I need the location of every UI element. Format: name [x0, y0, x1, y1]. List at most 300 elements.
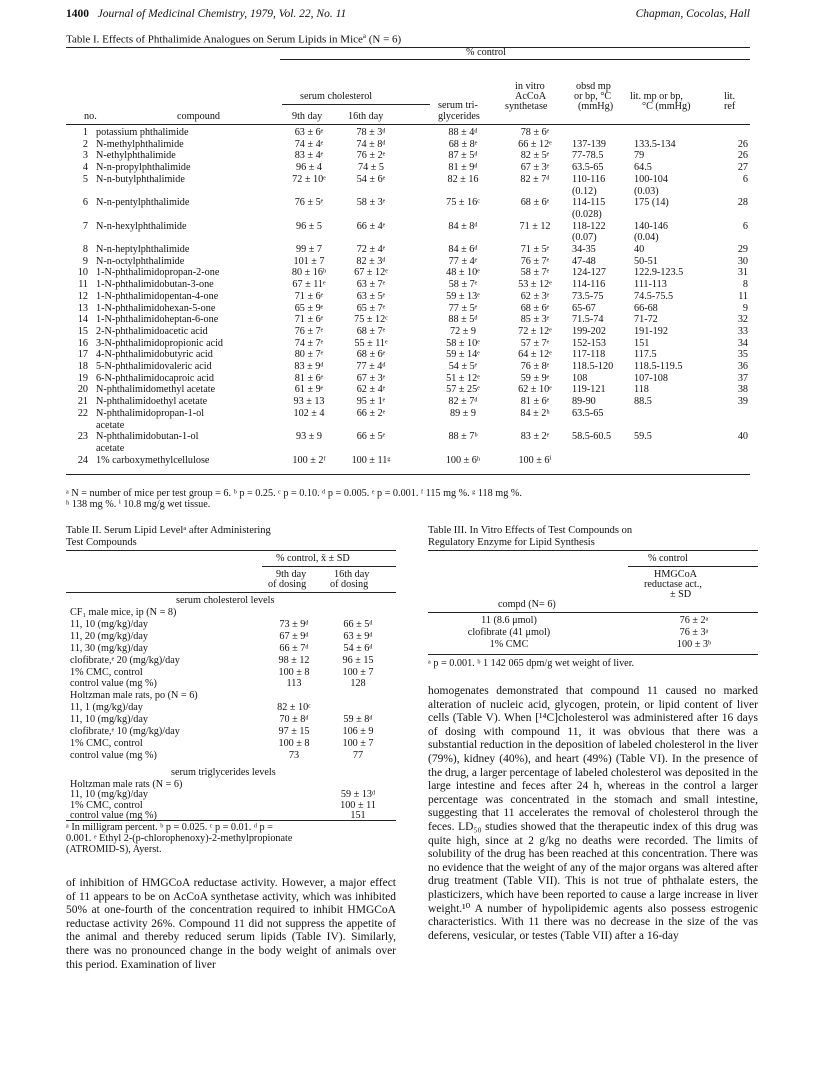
- table1-header-rule: [66, 124, 750, 125]
- table1-cell-chol-16: 66 ± 2ᵉ: [356, 407, 386, 419]
- table1-cell-no: 10: [77, 267, 88, 279]
- table1-cell-chol-16: 74 ± 5: [358, 162, 384, 174]
- table1-cell-chol-9: 61 ± 9ᵉ: [294, 384, 324, 396]
- table2-footnote-2: 0.001. ᵉ Ethyl 2-(p-chlorophenoxy)-2-methylpropionate: [66, 833, 293, 844]
- table1-cell-compound: 1-N-phthalimidopropan-2-one: [96, 267, 220, 279]
- table1-cell-compound: 6-N-phthalimidocaproic acid: [96, 372, 214, 384]
- table2-cell-9day: 73 ± 9ᵈ: [279, 618, 309, 630]
- table1-cell-compound: acetate: [96, 442, 125, 454]
- table2-cell-label: control value (mg %): [70, 749, 157, 761]
- table1-cell-chol-9: 99 ± 7: [296, 244, 322, 255]
- table1-cell-acoa: 59 ± 9ᵉ: [520, 372, 550, 384]
- table2-footnotes: [66, 822, 396, 855]
- table1-cell-acoa: 68 ± 6ᵉ: [520, 302, 550, 314]
- table1-cell-acoa: 76 ± 7ᵉ: [520, 255, 550, 267]
- table1-cell-obsd: 124-127: [572, 267, 606, 279]
- table1-cell-compound: N-n-heptylphthalimide: [96, 244, 190, 255]
- table2-cell-16day: 151: [350, 810, 366, 822]
- table2-cell-16day: 77: [352, 749, 364, 761]
- table1-cell-no: 18: [77, 361, 88, 372]
- table1-cell-chol-16: 100 ± 11ᵍ: [351, 454, 391, 466]
- table1-cell-tri: 75 ± 16ᶜ: [446, 197, 480, 209]
- table1-cell-tri: 77 ± 4ᵉ: [448, 255, 478, 267]
- table1-cell-acoa: 64 ± 12ᵉ: [518, 349, 552, 361]
- table1-cell-lit: 64.5: [634, 162, 652, 174]
- table1-cell-compound: 1-N-phthalimidopentan-4-one: [96, 290, 219, 302]
- table1-cell-no: 8: [82, 244, 88, 255]
- table1-cell-compound: potassium phthalimide: [96, 127, 189, 138]
- table1-cell-obsd: 137-139: [572, 138, 606, 150]
- table2-cell-16day: 59 ± 13ᵈ: [340, 789, 376, 801]
- table1-cell-no: 15: [77, 325, 88, 337]
- table1-cell-ref: 31: [737, 267, 748, 279]
- table2-cell-16day: 59 ± 8ᵈ: [343, 714, 373, 726]
- table1-cell-obsd: 63.5-65: [572, 162, 604, 174]
- table2-h-9a: 9th day: [276, 569, 307, 580]
- table1-cell-lit: 111-113: [634, 279, 667, 291]
- table3-cell-compd: 11 (8.6 μmol): [481, 615, 537, 626]
- table1-cell-chol-16: 55 ± 11ᵉ: [354, 337, 388, 349]
- table1-cell-tri: 58 ± 10ᵉ: [446, 337, 480, 349]
- table1-chol-rule: [282, 104, 430, 105]
- table2-cell-label: clofibrate,ᵉ 10 (mg/kg)/day: [70, 726, 180, 737]
- table1-footnote-2: ʰ 138 mg %. ⁱ 10.8 mg/g wet tissue.: [66, 499, 211, 510]
- table2-caption-1: Table II. Serum Lipid Levelᵃ after Administering: [66, 525, 271, 536]
- table2-cell-label: 11, 10 (mg/kg)/day: [70, 618, 148, 630]
- table1-cell-chol-9: 67 ± 11ᵉ: [292, 279, 326, 291]
- table1-cell-ref: 26: [737, 150, 748, 162]
- table1-cell-obsd: 77-78.5: [572, 150, 604, 162]
- table3-h-hmg-1: HMGCoA: [654, 569, 698, 580]
- table1-h-lit-2: °C (mmHg): [642, 101, 691, 112]
- table1-cell-chol-9: 83 ± 9ᵈ: [294, 361, 324, 372]
- table2-cell-label: CF₁ male mice, ip (N = 8): [70, 607, 177, 618]
- table2-section-tri: serum triglycerides levels: [171, 767, 276, 778]
- table2-cell-label: 1% CMC, control: [70, 799, 143, 811]
- table1-h-tri-2: glycerides: [438, 111, 480, 122]
- table2-cell-label: 1% CMC, control: [70, 666, 143, 678]
- table1-cell-chol-9: 65 ± 9ᵉ: [294, 302, 324, 314]
- table1-cell-obsd: 63.5-65: [572, 407, 604, 419]
- table1-cell-tri: 59 ± 13ᵉ: [446, 290, 480, 302]
- table1-cell-ref: 28: [737, 197, 748, 209]
- table3-h-pct: % control: [648, 553, 688, 564]
- table1-cell-lit: 40: [634, 244, 645, 255]
- table1-cell-lit: 151: [634, 337, 650, 349]
- table3-cell-activity: 76 ± 3ᵃ: [679, 627, 709, 638]
- table1-cell-no: 6: [82, 197, 88, 209]
- table2-cell-9day: 100 ± 8: [278, 666, 310, 678]
- table1-cell-chol-9: 72 ± 10ᵉ: [292, 173, 326, 185]
- table1-cell-ref: 29: [737, 244, 748, 255]
- table1-cell-chol-9: 74 ± 7ᵉ: [294, 337, 324, 349]
- table1-cell-tri: 59 ± 14ᵉ: [446, 349, 480, 361]
- table1-cell-lit: 140-146: [634, 220, 668, 232]
- table1-cell-lit: 59.5: [634, 431, 652, 443]
- table1-cell-acoa: 53 ± 12ᵉ: [518, 279, 552, 291]
- table1-cell-chol-16: 63 ± 7ᵉ: [356, 279, 386, 291]
- table3-bottom-rule: [428, 654, 758, 655]
- table1-cell-no: 24: [77, 454, 88, 466]
- table3-cell-activity: 100 ± 3ᵇ: [676, 639, 712, 650]
- table1-cell-obsd: 118-122: [572, 220, 606, 232]
- table1-cell-no: 2: [82, 138, 88, 150]
- table1-cell-compound: 1% carboxymethylcellulose: [96, 454, 210, 466]
- table1-caption-sup: a: [362, 32, 366, 40]
- table1-caption: [66, 32, 401, 46]
- table1-cell-tri: 82 ± 7ᵈ: [448, 396, 478, 408]
- table1-cell-tri: 84 ± 6ᵈ: [448, 244, 478, 255]
- table1-h-invitro-2: AcCoA: [515, 91, 547, 102]
- table1-h-compound: compound: [177, 111, 221, 122]
- table2-cell-9day: 66 ± 7ᵈ: [279, 642, 309, 654]
- table1-cell-compound: N-n-pentylphthalimide: [96, 197, 190, 209]
- table1-cell-lit: 100-104: [634, 173, 668, 185]
- table1-cell-acoa: 62 ± 10ᵉ: [518, 384, 552, 396]
- table3-header-rule: [428, 612, 758, 613]
- table1-cell-obsd: (0.028): [572, 208, 602, 220]
- table1-cell-lit: 71-72: [634, 314, 658, 326]
- table2-h-16a: 16th day: [334, 569, 370, 580]
- table1-cell-lit: 175 (14): [634, 197, 669, 209]
- table1-caption-text: Table I. Effects of Phthalimide Analogues on Serum Lipids in Mice: [66, 33, 363, 46]
- table1-cell-chol-9: 93 ± 9: [296, 431, 322, 443]
- table1-cell-tri: 88 ± 5ᵈ: [448, 314, 478, 326]
- table1-cell-chol-9: 93 ± 13: [293, 396, 325, 408]
- table3-cell-compd: 1% CMC: [489, 639, 529, 650]
- table1-cell-chol-9: 71 ± 6ᵉ: [294, 290, 324, 302]
- table1-cell-ref: 27: [737, 162, 748, 174]
- table2-caption: [66, 525, 396, 548]
- table1-cell-tri: 89 ± 9: [450, 407, 476, 419]
- table1-cell-tri: 88 ± 4ᵈ: [448, 127, 478, 138]
- table2-cell-16day: 54 ± 6ᵈ: [343, 642, 373, 654]
- table1-cell-chol-16: 74 ± 8ᵈ: [356, 138, 386, 150]
- table2-footnote-1: ᵃ In milligram percent. ᵇ p = 0.025. ᶜ p = 0.01. ᵈ p =: [66, 822, 273, 833]
- table1-cell-lit: (0.04): [634, 232, 659, 244]
- table1-cell-chol-9: 100 ± 2ᶠ: [292, 454, 326, 466]
- table1-cell-tri: 84 ± 8ᵈ: [448, 220, 478, 232]
- table1-cell-compound: N-n-octylphthalimide: [96, 255, 185, 267]
- table1-cell-tri: 58 ± 7ᵉ: [448, 279, 478, 291]
- table1-cell-lit: 79: [634, 150, 645, 162]
- table2-caption-2: Test Compounds: [66, 536, 137, 548]
- table1-cell-chol-16: 66 ± 4ᵉ: [356, 220, 386, 232]
- table1-cell-ref: 39: [737, 396, 748, 408]
- table1-cell-lit: 107-108: [634, 372, 668, 384]
- table2-cell-label: control value (mg %): [70, 678, 157, 690]
- table1-cell-lit: 74.5-75.5: [634, 290, 674, 302]
- table1-cell-chol-9: 96 ± 5: [296, 220, 322, 232]
- table1-cell-tri: 54 ± 5ᵉ: [448, 361, 478, 372]
- table1-cell-tri: 82 ± 16: [447, 173, 479, 185]
- table2-cell-label: 11, 30 (mg/kg)/day: [70, 642, 148, 654]
- table3-h-hmg-3: ± SD: [670, 589, 692, 600]
- table1-pct-control: % control: [466, 47, 506, 58]
- table1-cell-chol-16: 54 ± 6ᵉ: [356, 173, 386, 185]
- table1-cell-compound: 5-N-phthalimidovaleric acid: [96, 361, 212, 372]
- table1-cell-no: 12: [77, 290, 88, 302]
- table1-cell-acoa: 82 ± 7ᵈ: [520, 173, 550, 185]
- table1-cell-tri: 48 ± 10ᵉ: [446, 267, 480, 279]
- table1-cell-compound: N-phthalimidoethyl acetate: [96, 396, 208, 408]
- running-header: [66, 8, 750, 24]
- table1-cell-chol-16: 68 ± 7ᵉ: [356, 325, 386, 337]
- table1-cell-compound: N-n-butylphthalimide: [96, 173, 185, 185]
- table1-cell-chol-16: 67 ± 3ᵉ: [356, 372, 386, 384]
- table1-cell-acoa: 66 ± 12ᵉ: [518, 138, 552, 150]
- table2-cell-16day: 63 ± 9ᵈ: [343, 630, 373, 642]
- table3-caption: [428, 525, 758, 548]
- table1-cell-acoa: 85 ± 3ᵉ: [520, 314, 550, 326]
- table1-cell-tri: 51 ± 12ᵉ: [446, 372, 480, 384]
- table1-cell-compound: N-ethylphthalimide: [96, 150, 176, 162]
- table1-cell-tri: 77 ± 5ᵉ: [448, 302, 478, 314]
- table1-cell-chol-16: 95 ± 1ᵉ: [356, 396, 386, 408]
- table1-cell-compound: N-n-propylphthalimide: [96, 162, 191, 174]
- table2-cell-9day: 67 ± 9ᵈ: [279, 630, 309, 642]
- table1-h-9day: 9th day: [292, 111, 323, 122]
- table1-h-lit-1: lit. mp or bp,: [630, 91, 683, 102]
- table3-caption-2: Regulatory Enzyme for Lipid Synthesis: [428, 536, 595, 548]
- table2-pct-rule: [262, 566, 396, 567]
- table3-caption-1: Table III. In Vitro Effects of Test Compounds on: [428, 525, 633, 536]
- table1-cell-chol-9: 83 ± 4ᵉ: [294, 150, 324, 162]
- table2-cell-label: 11, 1 (mg/kg)/day: [70, 702, 143, 714]
- table2-cell-16day: 66 ± 5ᵈ: [343, 618, 373, 630]
- table1-cell-acoa: 84 ± 2ʰ: [520, 407, 550, 419]
- table1-bottom-rule: [66, 474, 750, 475]
- table2-cell-label: 11, 20 (mg/kg)/day: [70, 630, 148, 642]
- table1-cell-chol-16: 62 ± 4ᵉ: [356, 384, 386, 396]
- author-line: Chapman, Cocolas, Hall: [635, 8, 750, 20]
- table1-cell-no: 11: [78, 279, 88, 291]
- table1-cell-no: 4: [82, 162, 88, 174]
- table1-cell-chol-9: 71 ± 6ᵉ: [294, 314, 324, 326]
- table1-cell-chol-9: 80 ± 7ᵉ: [294, 349, 324, 361]
- table1-cell-no: 3: [82, 150, 88, 162]
- table1-cell-tri: 100 ± 6ʰ: [445, 454, 481, 466]
- table2-cell-16day: 96 ± 15: [342, 654, 374, 666]
- table1-cell-ref: 36: [737, 361, 748, 372]
- table2-cell-9day: 100 ± 8: [278, 737, 310, 749]
- table2-section-chol: serum cholesterol levels: [176, 595, 275, 606]
- table1-cell-ref: 9: [742, 302, 748, 314]
- table1-cell-tri: 57 ± 25ᵉ: [446, 384, 480, 396]
- table2-cell-label: clofibrate,ᵉ 20 (mg/kg)/day: [70, 654, 180, 666]
- table1-cell-obsd: 117-118: [572, 349, 606, 361]
- table1-cell-obsd: (0.12): [572, 185, 597, 197]
- table1-cell-compound: N-phthalimidopropan-1-ol: [96, 407, 205, 419]
- table1-cell-ref: 6: [742, 220, 748, 232]
- table1-cell-obsd: 65-67: [572, 302, 596, 314]
- table1-cell-acoa: 83 ± 2ᵉ: [520, 431, 550, 443]
- table1-h-ref-1: lit.: [724, 91, 736, 102]
- table1-cell-compound: 1-N-phthalimidohexan-5-one: [96, 302, 216, 314]
- table1-cell-ref: 33: [737, 325, 748, 337]
- table1-cell-chol-16: 66 ± 5ᵉ: [356, 431, 386, 443]
- table1-cell-chol-16: 65 ± 7ᵉ: [356, 302, 386, 314]
- body-text-left: of inhibition of HMGCoA reductase activity. However, a major effect of 11 appears to be on AcCoA synthetase activity, which was inhibited 50% at one-fourth of the concentration required to inhibit HMGCoA reductase activity 26%. Compound 11 did not suppress the appetite of the animal and thereby reduced serum lipids (Table IV). Similarly, there was no pronounced change in the body weight of animals over this period. Examination of liver: [66, 877, 396, 971]
- table1-cell-obsd: 89-90: [572, 396, 596, 408]
- table1-cell-obsd: 152-153: [572, 337, 606, 349]
- table1-cell-tri: 72 ± 9: [450, 325, 476, 337]
- table1-cell-lit: 117.5: [634, 349, 657, 361]
- table2-bottom-rule: [66, 820, 396, 821]
- table1-cell-compound: N-n-hexylphthalimide: [96, 220, 187, 232]
- table1-cell-lit: 122.9-123.5: [634, 267, 684, 279]
- table1-h-obsd-2: or bp, °C: [574, 91, 612, 102]
- table1-cell-lit: 88.5: [634, 396, 652, 408]
- table1-cell-ref: 32: [737, 314, 748, 326]
- table2-cell-9day: 82 ± 10ᶜ: [277, 702, 311, 714]
- table1-cell-chol-16: 77 ± 4ᵈ: [356, 361, 386, 372]
- table1-cell-obsd: 199-202: [572, 325, 606, 337]
- table2-h-16b: of dosing: [330, 579, 369, 590]
- table2-cell-16day: 100 ± 7: [342, 666, 374, 678]
- table1-cell-compound: 1-N-phthalimidoheptan-6-one: [96, 314, 219, 326]
- table1-cell-chol-9: 102 ± 4: [293, 407, 325, 419]
- table1-cell-acoa: 72 ± 12ᵉ: [518, 325, 552, 337]
- table1-footnote-1: ᵃ N = number of mice per test group = 6. ᵇ p = 0.25. ᶜ p = 0.10. ᵈ p = 0.005. ᵉ p = 0.001. ᶠ 115 mg %. ᵍ 118 mg %.: [66, 488, 522, 499]
- table3-pct-rule: [628, 566, 758, 567]
- table1-cell-chol-9: 96 ± 4: [296, 162, 322, 174]
- table1-cell-tri: 88 ± 7ᵇ: [448, 431, 478, 443]
- table1-h-invitro-3: synthetase: [505, 101, 548, 112]
- table1-cell-obsd: 73.5-75: [572, 290, 604, 302]
- table1-cell-ref: 30: [737, 255, 748, 267]
- table1-cell-acoa: 68 ± 6ᵉ: [520, 197, 550, 209]
- table1-cell-compound: 2-N-phthalimidoacetic acid: [96, 325, 208, 337]
- table1-cell-lit: (0.03): [634, 185, 659, 197]
- body-text-right: homogenates demonstrated that compound 11 caused no marked alteration of nucleic acid, glycogen, protein, or lipid content of liver cells (Table V). When [¹⁴C]cholesterol was administered after 16 days of dosing with compound 11, it was obvious that there was a substantial reduction in the deposition of labeled cholesterol in the liver (79%), kidney (40%), and heart (49%) (Table VI). In the presence of the drug, a larger percentage of labeled cholesterol was deposited in the large intestine and feces after 24 h, whereas in the control a larger percentage was concentrated in the stomach and small intestine, suggesting that 11 accelerates the removal of cholesterol through the feces. LD₅₀ studies showed that the therapeutic index of this drug was quite high, since at 2 g/kg no deaths were recorded. The limits of solubility of the drug has been reached at this concentration. There was no evidence that the weight of any of the major organs was altered after drug treatment (Table VII). This is not true of phthalate esters, the plasticizers, which have been reported to cause a large increase in liver weight.¹⁰ A number of hypolipidemic agents also possess estrogenic characteristics. With 11 there was no decrease in the size of the vas deferens, vesicular, or testes (Table VII) after a 16-day: [428, 685, 758, 942]
- table2-cell-9day: 113: [286, 678, 302, 690]
- table2-cell-label: control value (mg %): [70, 810, 157, 822]
- table1-cell-ref: 6: [742, 173, 748, 185]
- table2-cell-9day: 70 ± 8ᵈ: [279, 714, 309, 726]
- table1-cell-obsd: 110-116: [572, 173, 606, 185]
- table1-cell-chol-16: 76 ± 2ᵉ: [356, 150, 386, 162]
- table1-cell-acoa: 71 ± 5ᵉ: [520, 244, 550, 255]
- table2-cell-label: 11, 10 (mg/kg)/day: [70, 714, 148, 726]
- table1-cell-ref: 26: [737, 138, 748, 150]
- table2-cell-9day: 97 ± 15: [278, 726, 310, 737]
- table1-h-invitro-1: in vitro: [515, 81, 545, 92]
- table1-cell-no: 17: [77, 349, 88, 361]
- journal-citation: Journal of Medicinal Chemistry, 1979, Vol. 22, No. 11: [97, 8, 347, 20]
- table1-h-obsd-3: (mmHg): [578, 101, 614, 112]
- table1-cell-chol-16: 82 ± 3ᵈ: [356, 255, 386, 267]
- table1-h-obsd-1: obsd mp: [576, 81, 611, 92]
- table1-cell-compound: 4-N-phthalimidobutyric acid: [96, 349, 213, 361]
- table1-cell-no: 22: [77, 407, 88, 419]
- table1-cell-lit: 133.5-134: [634, 138, 676, 150]
- table1-cell-chol-16: 58 ± 3ᵉ: [356, 197, 386, 209]
- table1-cell-ref: 38: [737, 384, 748, 396]
- table2-cell-16day: 100 ± 7: [342, 737, 374, 749]
- table1-cell-compound: N-methylphthalimide: [96, 138, 184, 150]
- table1-cell-acoa: 58 ± 7ᵉ: [520, 267, 550, 279]
- table1-cell-no: 19: [77, 372, 88, 384]
- table1-cell-acoa: 62 ± 3ᵉ: [520, 290, 550, 302]
- table1-cell-ref: 11: [738, 290, 748, 302]
- table1-h-16day: 16th day: [348, 111, 384, 122]
- table3-top-rule: [428, 550, 758, 551]
- table1-cell-acoa: 81 ± 6ᵉ: [520, 396, 550, 408]
- table1-cell-lit: 191-192: [634, 325, 668, 337]
- table2-cell-label: Holtzman male rats, po (N = 6): [70, 690, 198, 702]
- table3-footnote: ᵃ p = 0.001. ᵇ 1 142 065 dpm/g wet weight of liver.: [428, 658, 635, 669]
- table2-h-pct: % control, x̄ ± SD: [276, 553, 350, 564]
- table3-cell-activity: 76 ± 2ᵃ: [679, 615, 709, 626]
- table1-cell-no: 5: [82, 173, 88, 185]
- table1-h-ref-2: ref: [724, 101, 736, 112]
- table1-h-no: no.: [84, 111, 97, 122]
- table1-cell-no: 9: [82, 255, 88, 267]
- table1-cell-chol-9: 101 ± 7: [293, 255, 325, 267]
- table1-cell-acoa: 57 ± 7ᵉ: [520, 337, 550, 349]
- table1-cell-obsd: 119-121: [572, 384, 606, 396]
- table1-cell-chol-16: 63 ± 5ᵉ: [356, 290, 386, 302]
- table1-cell-chol-16: 72 ± 4ᵉ: [356, 244, 386, 255]
- table1-cell-ref: 8: [742, 279, 748, 291]
- table1-cell-obsd: (0.07): [572, 232, 597, 244]
- table1-cell-no: 13: [77, 302, 88, 314]
- table2-h-9b: of dosing: [268, 579, 307, 590]
- table1-cell-obsd: 71.5-74: [572, 314, 604, 326]
- table2-cell-16day: 128: [350, 678, 366, 690]
- table1-cell-obsd: 58.5-60.5: [572, 431, 612, 443]
- table1-cell-tri: 87 ± 5ᵈ: [448, 150, 478, 162]
- table1-cell-chol-9: 81 ± 6ᵉ: [294, 372, 324, 384]
- table1-cell-lit: 50-51: [634, 255, 658, 267]
- table1-cell-acoa: 82 ± 5ᵉ: [520, 150, 550, 162]
- table1-cell-compound: 1-N-phthalimidobutan-3-one: [96, 279, 214, 291]
- table1-cell-tri: 68 ± 8ᵉ: [448, 138, 478, 150]
- table1-footnotes: [66, 488, 756, 510]
- table1-cell-no: 23: [77, 431, 88, 443]
- table1-cell-no: 20: [77, 384, 88, 396]
- table1-cell-acoa: 78 ± 6ᵉ: [520, 127, 550, 138]
- table1-cell-no: 21: [77, 396, 88, 408]
- table1-h-serum-chol: serum cholesterol: [300, 91, 373, 102]
- table1-cell-acoa: 67 ± 3ᵉ: [520, 162, 550, 174]
- table1-cell-ref: 34: [737, 337, 748, 349]
- table1-cell-compound: acetate: [96, 419, 125, 431]
- table2-cell-label: 11, 10 (mg/kg)/day: [70, 789, 148, 801]
- table1-cell-obsd: 34-35: [572, 244, 596, 255]
- table1-cell-obsd: 114-116: [572, 279, 606, 291]
- table1-cell-obsd: 118.5-120: [572, 361, 614, 372]
- page-number: 1400: [66, 8, 89, 20]
- table1-h-tri-1: serum tri-: [438, 100, 478, 111]
- table1-cell-chol-9: 76 ± 7ᵉ: [294, 325, 324, 337]
- table1-cell-acoa: 76 ± 8ᵉ: [520, 361, 550, 372]
- table1-cell-lit: 66-68: [634, 302, 658, 314]
- table1-cell-acoa: 71 ± 12: [519, 220, 551, 232]
- table1-caption-n: (N = 6): [366, 33, 402, 46]
- table1-cell-compound: N-phthalimidomethyl acetate: [96, 384, 216, 396]
- table1-cell-chol-9: 80 ± 16ᵇ: [291, 267, 327, 279]
- table1-cell-no: 1: [82, 127, 88, 138]
- table1-cell-ref: 35: [737, 349, 748, 361]
- table2-cell-9day: 73: [288, 749, 300, 761]
- table2-footnote-3: (ATROMID-S), Ayerst.: [66, 844, 162, 855]
- table1-cell-chol-9: 74 ± 4ᵉ: [294, 138, 324, 150]
- table1-cell-tri: 81 ± 9ᵈ: [448, 162, 478, 174]
- table3-cell-compd: clofibrate (41 μmol): [467, 627, 551, 638]
- table1-cell-ref: 37: [737, 372, 748, 384]
